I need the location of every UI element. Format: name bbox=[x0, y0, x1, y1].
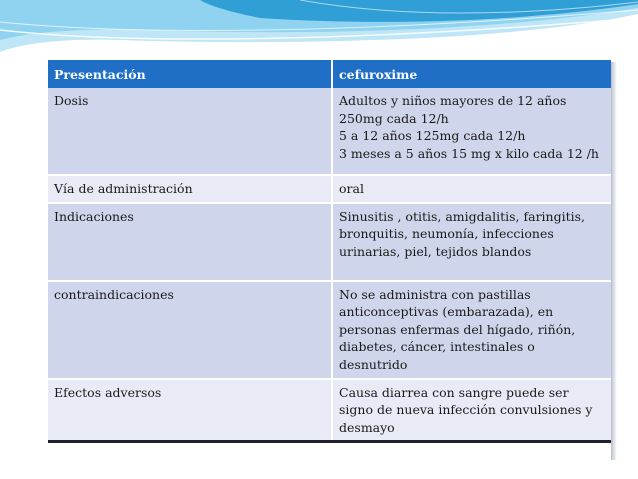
dosis-line-1: Adultos y niños mayores de 12 años bbox=[339, 93, 567, 108]
row-label-contraindicaciones: contraindicaciones bbox=[48, 281, 332, 379]
row-label-via: Vía de administración bbox=[48, 175, 332, 203]
table-row-dosis bbox=[48, 88, 611, 175]
table-header-row bbox=[48, 60, 611, 88]
row-value-efectos: Causa diarrea con sangre puede ser signo de nueva infección convulsiones y desmayo bbox=[332, 379, 611, 442]
row-value-indicaciones: Sinusitis , otitis, amigdalitis, faringitis, bronquitis, neumonía, infecciones urinarias, piel, tejidos blandos bbox=[332, 203, 611, 281]
row-label-dosis: Dosis bbox=[48, 88, 332, 175]
table-row-contraindicaciones bbox=[48, 281, 611, 379]
header-cell-presentacion: Presentación bbox=[48, 60, 332, 88]
dosis-line-3: 5 a 12 años 125mg cada 12/h bbox=[339, 128, 526, 143]
dosis-line-2: 250mg cada 12/h bbox=[339, 110, 449, 126]
header-cell-drug-name: cefuroxime bbox=[332, 60, 611, 88]
row-label-efectos: Efectos adversos bbox=[48, 379, 332, 442]
row-value-via: oral bbox=[332, 175, 611, 203]
row-label-indicaciones: Indicaciones bbox=[48, 203, 332, 281]
row-value-dosis bbox=[332, 88, 611, 175]
dosis-line-4: 3 meses a 5 años 15 mg x kilo cada 12 /h bbox=[339, 145, 599, 161]
table-row-indicaciones bbox=[48, 203, 611, 281]
table-row-efectos bbox=[48, 379, 611, 442]
row-value-contraindicaciones: No se administra con pastillas anticonceptivas (embarazada), en personas enfermas del hígado, riñón, diabetes, cáncer, intestinales o desnutrido bbox=[332, 281, 611, 379]
table-shadow bbox=[611, 62, 617, 460]
table-row-via bbox=[48, 175, 611, 203]
drug-info-table bbox=[48, 60, 611, 443]
